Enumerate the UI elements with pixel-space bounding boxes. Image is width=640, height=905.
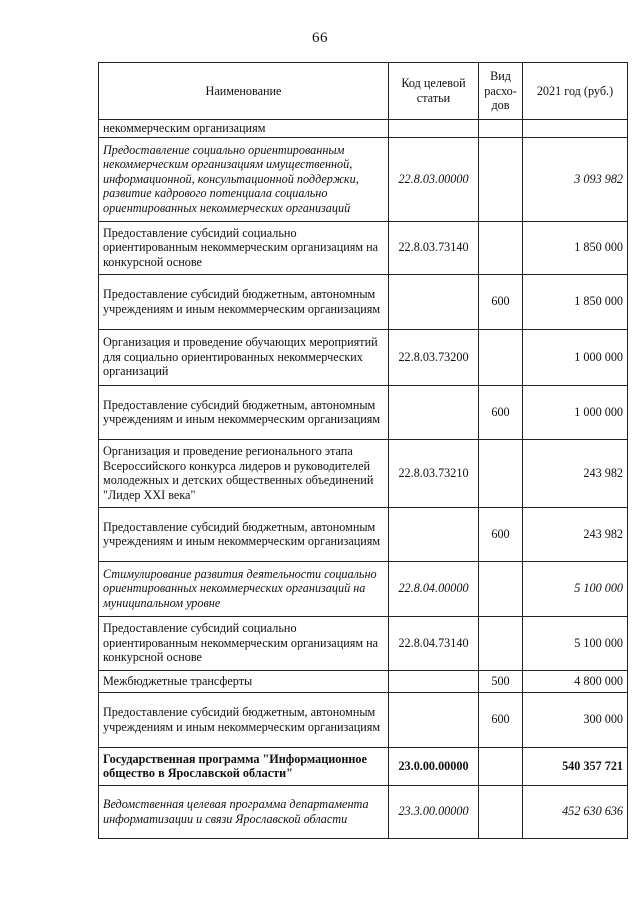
cell-code: 23.0.00.00000	[389, 747, 479, 785]
cell-code: 22.8.03.73200	[389, 329, 479, 385]
cell-type	[479, 439, 523, 507]
cell-amount: 1 850 000	[523, 221, 628, 274]
page-number: 66	[312, 30, 328, 46]
cell-name: Предоставление субсидий социально ориентированным некоммерческим организациям на конкурсной основе	[99, 221, 389, 274]
column-header-amount: 2021 год (руб.)	[523, 63, 628, 120]
cell-amount: 3 093 982	[523, 137, 628, 221]
table-row	[99, 120, 628, 138]
cell-type	[479, 137, 523, 221]
table-row	[99, 747, 628, 785]
cell-amount: 540 357 721	[523, 747, 628, 785]
cell-type	[479, 120, 523, 138]
cell-type	[479, 785, 523, 838]
cell-amount: 300 000	[523, 692, 628, 747]
column-header-type: Вид расхо-дов	[479, 63, 523, 120]
cell-amount: 5 100 000	[523, 561, 628, 616]
cell-type: 600	[479, 385, 523, 439]
cell-amount: 4 800 000	[523, 670, 628, 692]
cell-amount: 5 100 000	[523, 616, 628, 670]
cell-code	[389, 120, 479, 138]
cell-type	[479, 616, 523, 670]
cell-code: 22.8.03.00000	[389, 137, 479, 221]
cell-amount: 1 850 000	[523, 274, 628, 329]
cell-name: Предоставление субсидий бюджетным, автономным учреждениям и иным некоммерческим организациям	[99, 507, 389, 561]
cell-name: Предоставление субсидий бюджетным, автономным учреждениям и иным некоммерческим организациям	[99, 385, 389, 439]
budget-table	[98, 62, 628, 839]
cell-name: Предоставление субсидий социально ориентированным некоммерческим организациям на конкурсной основе	[99, 616, 389, 670]
cell-name: Государственная программа "Информационное общество в Ярославской области"	[99, 747, 389, 785]
cell-amount: 243 982	[523, 507, 628, 561]
cell-name: Ведомственная целевая программа департамента информатизации и связи Ярославской области	[99, 785, 389, 838]
column-header-code: Код целевой статьи	[389, 63, 479, 120]
cell-amount: 1 000 000	[523, 385, 628, 439]
cell-name: Организация и проведение регионального этапа Всероссийского конкурса лидеров и руководителей молодежных и детских общественных объединений "Лидер XXI века"	[99, 439, 389, 507]
cell-name: Стимулирование развития деятельности социально ориентированных некоммерческих организаций на муниципальном уровне	[99, 561, 389, 616]
cell-code	[389, 274, 479, 329]
cell-code: 22.8.04.73140	[389, 616, 479, 670]
table-body	[99, 120, 628, 839]
column-header-name: Наименование	[99, 63, 389, 120]
cell-code: 22.8.03.73210	[389, 439, 479, 507]
cell-code	[389, 692, 479, 747]
cell-name: Предоставление социально ориентированным некоммерческим организациям имущественной, информационной, консультационной поддержки, развитие кадрового потенциала социально ориентированных некоммерческих организаций	[99, 137, 389, 221]
cell-amount: 243 982	[523, 439, 628, 507]
table-row	[99, 221, 628, 274]
cell-type: 600	[479, 507, 523, 561]
table-row	[99, 137, 628, 221]
cell-name: некоммерческим организациям	[99, 120, 389, 138]
cell-type	[479, 221, 523, 274]
cell-code	[389, 385, 479, 439]
cell-name: Организация и проведение обучающих мероприятий для социально ориентированных некоммерческих организаций	[99, 329, 389, 385]
cell-name: Предоставление субсидий бюджетным, автономным учреждениям и иным некоммерческим организациям	[99, 692, 389, 747]
cell-amount	[523, 120, 628, 138]
cell-amount: 452 630 636	[523, 785, 628, 838]
table-row	[99, 385, 628, 439]
cell-type	[479, 561, 523, 616]
table-row	[99, 561, 628, 616]
cell-code: 22.8.04.00000	[389, 561, 479, 616]
table-row	[99, 616, 628, 670]
table-row	[99, 439, 628, 507]
cell-name: Межбюджетные трансферты	[99, 670, 389, 692]
cell-type: 500	[479, 670, 523, 692]
cell-type: 600	[479, 274, 523, 329]
cell-type	[479, 329, 523, 385]
cell-name: Предоставление субсидий бюджетным, автономным учреждениям и иным некоммерческим организациям	[99, 274, 389, 329]
table-row	[99, 329, 628, 385]
table-row	[99, 274, 628, 329]
table-row	[99, 507, 628, 561]
cell-code: 23.3.00.00000	[389, 785, 479, 838]
cell-code	[389, 507, 479, 561]
cell-code: 22.8.03.73140	[389, 221, 479, 274]
cell-amount: 1 000 000	[523, 329, 628, 385]
table-row	[99, 785, 628, 838]
table-row	[99, 670, 628, 692]
table-header-row	[99, 63, 628, 120]
cell-code	[389, 670, 479, 692]
cell-type	[479, 747, 523, 785]
table-row	[99, 692, 628, 747]
cell-type: 600	[479, 692, 523, 747]
